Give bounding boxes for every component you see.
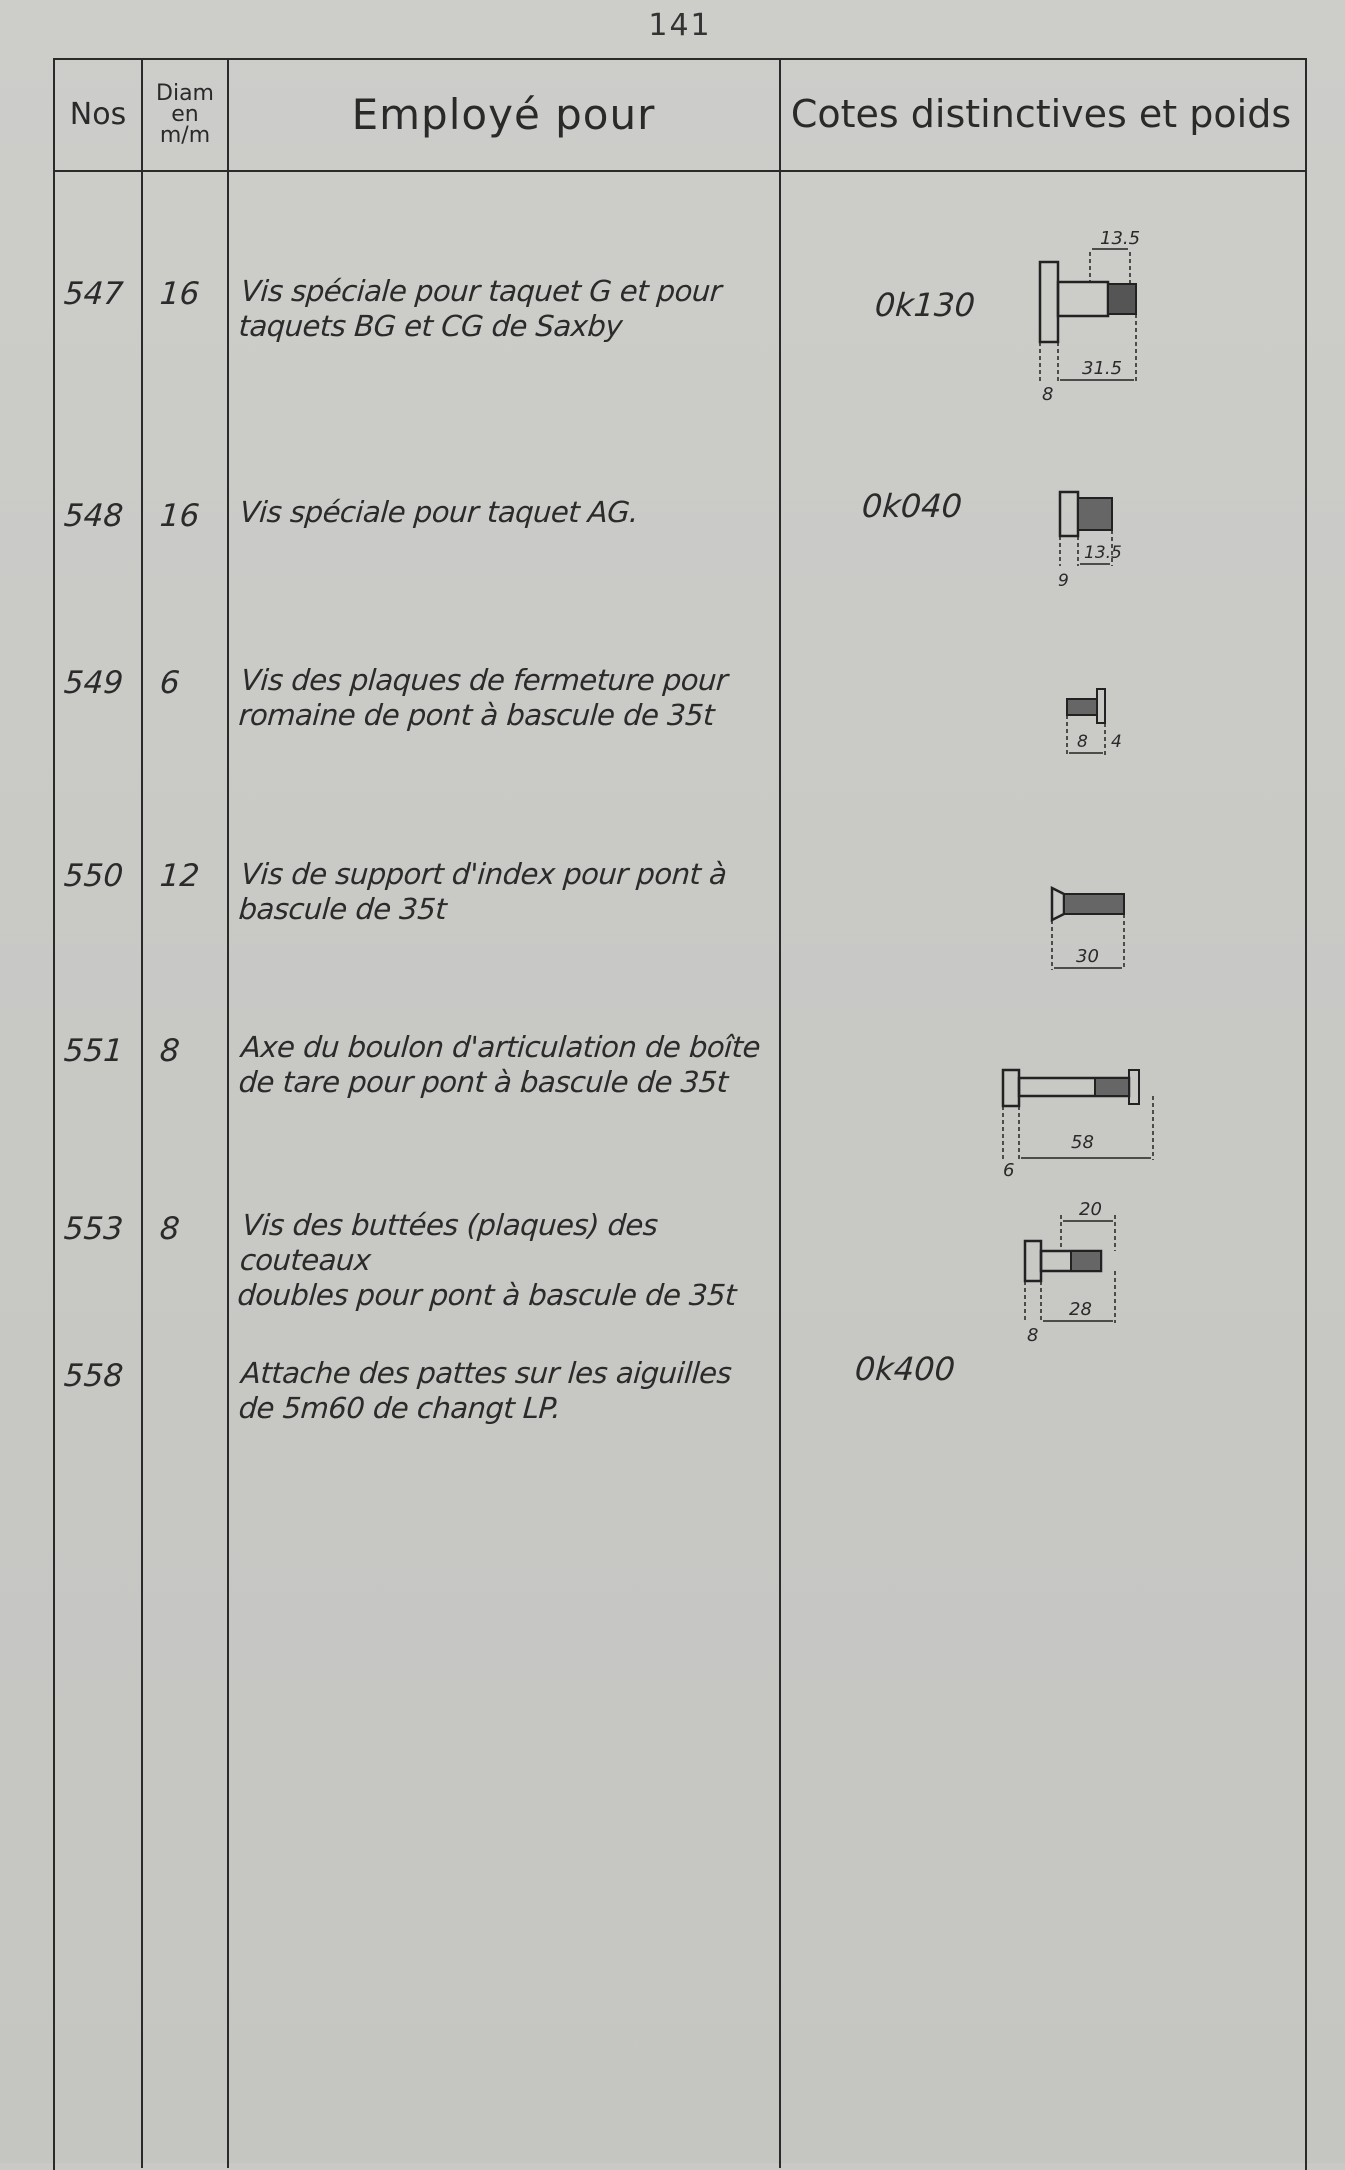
row-description: Vis des buttées (plaques) des couteaux doubles pour pont à bascule de 35t xyxy=(236,1208,738,1312)
svg-text:8: 8 xyxy=(1027,1325,1039,1345)
row-diameter: 8 xyxy=(158,1033,181,1069)
svg-text:8: 8 xyxy=(1042,384,1054,402)
row-weight: 0k400 xyxy=(853,1350,957,1388)
header-employe-pour: Employé pour xyxy=(351,89,656,139)
row-description: Vis spéciale pour taquet AG. xyxy=(238,495,640,529)
svg-text:13.5: 13.5 xyxy=(1084,543,1122,563)
row-number: 558 xyxy=(62,1358,125,1394)
row-description: Axe du boulon d'articulation de boîte de tare pour pont à bascule de 35t xyxy=(237,1030,762,1099)
screw-drawing-548 xyxy=(1040,488,1160,598)
row-diameter: 6 xyxy=(158,665,181,701)
svg-text:58: 58 xyxy=(1071,1132,1094,1153)
header-diam xyxy=(143,60,227,168)
header-diam-line2: en xyxy=(171,101,199,127)
column-divider xyxy=(779,58,781,2168)
row-weight: 0k130 xyxy=(873,286,977,324)
row-weight: 0k040 xyxy=(860,487,964,525)
svg-text:8: 8 xyxy=(1077,732,1088,752)
row-description: Vis de support d'index pour pont à bascule de 35t xyxy=(237,857,728,926)
svg-text:13.5: 13.5 xyxy=(1100,228,1141,249)
row-description: Vis des plaques de fermeture pour romaine de pont à bascule de 35t xyxy=(237,663,729,732)
row-description: Attache des pattes sur les aiguilles de 5m60 de changt LP. xyxy=(237,1356,733,1425)
svg-text:4: 4 xyxy=(1111,732,1122,752)
screw-drawing-553 xyxy=(1015,1195,1165,1345)
header-cotes: Cotes distinctives et poids xyxy=(790,92,1292,136)
svg-text:31.5: 31.5 xyxy=(1082,358,1123,379)
row-diameter: 16 xyxy=(158,276,201,312)
svg-text:28: 28 xyxy=(1069,1299,1092,1320)
header-diam-line3: m/m xyxy=(159,122,211,148)
screw-drawing-550 xyxy=(1040,880,1150,980)
screw-drawing-549 xyxy=(1055,685,1145,765)
header-nos: Nos xyxy=(69,96,127,132)
row-description: Vis spéciale pour taquet G et pour taquets BG et CG de Saxby xyxy=(237,274,723,343)
header-divider xyxy=(53,170,1305,172)
column-divider xyxy=(227,58,229,2168)
row-number: 550 xyxy=(62,858,125,894)
row-number: 547 xyxy=(62,276,125,312)
svg-text:20: 20 xyxy=(1079,1199,1102,1220)
svg-text:30: 30 xyxy=(1076,946,1099,967)
column-divider xyxy=(141,58,143,2168)
row-diameter: 16 xyxy=(158,498,201,534)
row-number: 551 xyxy=(62,1033,125,1069)
row-diameter: 12 xyxy=(158,858,201,894)
row-number: 553 xyxy=(62,1211,125,1247)
screw-drawing-547 xyxy=(1020,222,1180,402)
row-number: 549 xyxy=(62,665,125,701)
screw-drawing-551 xyxy=(995,1060,1175,1180)
header-diam-line1: Diam xyxy=(156,80,214,106)
svg-text:6: 6 xyxy=(1003,1160,1015,1180)
page-number: 141 xyxy=(648,8,712,43)
row-diameter: 8 xyxy=(158,1211,181,1247)
svg-text:9: 9 xyxy=(1058,571,1069,591)
row-number: 548 xyxy=(62,498,125,534)
